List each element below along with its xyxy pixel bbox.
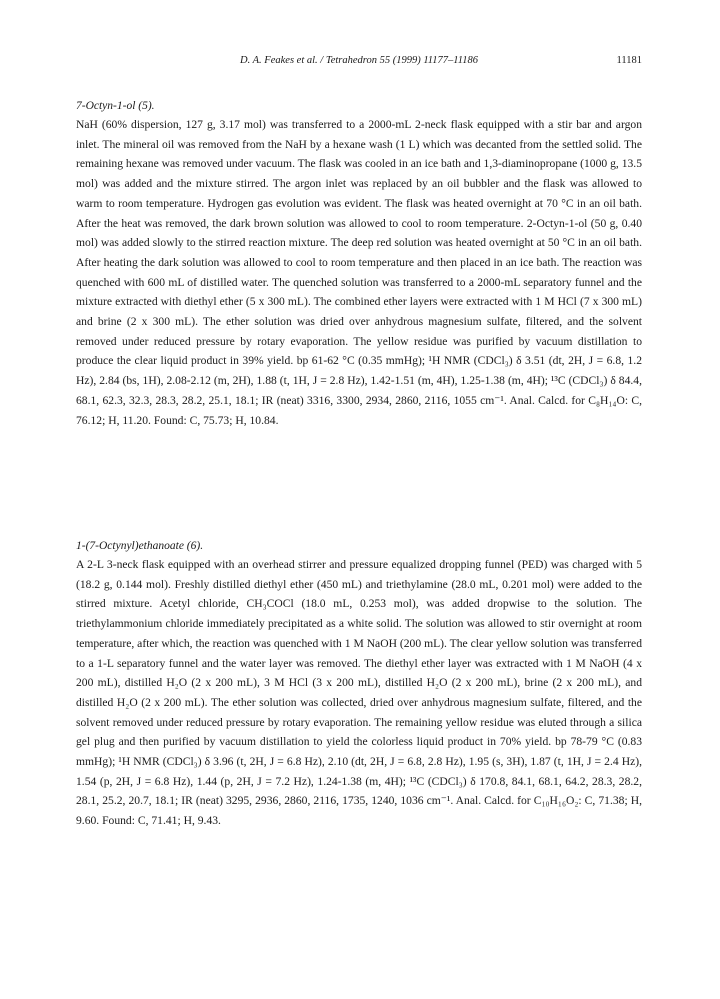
section-paragraph: NaH (60% dispersion, 127 g, 3.17 mol) was transferred to a 2000-mL 2-neck flask equipped with a stir bar and argon inlet. The mineral oil was removed from the NaH by a hexane wash (1 L) which was decanted from the settled solid. The remaining hexane was removed under vacuum. The flask was cooled in an ice bath and 1,3-diaminopropane (1000 g, 13.5 mol) was added and the mixture stirred. The argon inlet was replaced by an oil bubbler and the flask was allowed to warm to room temperature. Hydrogen gas evolution was evident. The flask was heated overnight at 70 °C in an oil bath. After the heat was removed, the dark brown solution was allowed to cool to room temperature. 2-Octyn-1-ol (50 g, 0.40 mol) was added slowly to the stirred reaction mixture. The deep red solution was heated overnight at 50 °C in an oil bath. After heating the dark solution was allowed to cool to room temperature and then placed in an ice bath. The reaction was quenched with 600 mL of distilled water. The quenched solution was transferred to a 2000-mL separatory funnel and the mixture extracted with diethyl ether (5 x 300 mL). The combined ether layers were extracted with 1 M HCl (7 x 300 mL) and brine (2 x 300 mL). The ether solution was dried over anhydrous magnesium sulfate, filtered, and the solvent removed under reduced pressure by rotary evaporation. The yellow residue was purified by vacuum distillation to produce the clear liquid product in 39% yield. bp 61-62 °C (0.35 mmHg); ¹H NMR (CDCl₃) δ 3.51 (dt, 2H, J = 6.8, 1.2 Hz), 2.84 (bs, 1H), 2.08-2.12 (m, 2H), 1.88 (t, 1H, J = 2.8 Hz), 1.42-1.51 (m, 4H), 1.25-1.38 (m, 4H); ¹³C (CDCl₃) δ 84.4, 68.1, 62.3, 32.3, 28.3, 28.2, 25.1, 18.1; IR (neat) 3316, 3300, 2934, 2860, 2116, 1055 cm⁻¹. Anal. Calcd. for C₈H₁₄O: C, 76.12; H, 11.20. Found: C, 75.73; H, 10.84. xyxy=(76,118,642,427)
running-head: D. A. Feakes et al. / Tetrahedron 55 (1999) 11177–11186 xyxy=(240,55,478,66)
section-7-octyn-1-ol xyxy=(76,99,642,430)
section-paragraph: A 2-L 3-neck flask equipped with an overhead stirrer and pressure equalized dropping funnel (PED) was charged with 5 (18.2 g, 0.144 mol). Freshly distilled diethyl ether (450 mL) and triethylamine (28.0 mL, 0.201 mol) were added to the stirred mixture. Acetyl chloride, CH₃COCl (18.0 mL, 0.253 mol), was added dropwise to the solution. The triethylammonium chloride immediately precipitated as a white solid. The solution was allowed to stir overnight at room temperature, after which, the reaction was quenched with 1 M NaOH (200 mL). The clear yellow solution was transferred to a 1-L separatory funnel and the water layer was removed. The diethyl ether layer was extracted with 1 M NaOH (4 x 200 mL), distilled H₂O (2 x 200 mL), 3 M HCl (3 x 200 mL), distilled H₂O (2 x 200 mL), brine (2 x 200 mL), and distilled H₂O (2 x 200 mL). The ether solution was collected, dried over anhydrous magnesium sulfate, filtered, and the solvent removed under reduced pressure by rotary evaporation. The remaining yellow residue was eluted through a silica gel plug and then purified by vacuum distillation to yield the colorless liquid product in 70% yield. bp 78-79 °C (0.83 mmHg); ¹H NMR (CDCl₃) δ 3.96 (t, 2H, J = 6.8 Hz), 2.10 (dt, 2H, J = 6.8, 2.8 Hz), 1.95 (s, 3H), 1.87 (t, 1H, J = 2.4 Hz), 1.54 (p, 2H, J = 6.8 Hz), 1.44 (p, 2H, J = 7.2 Hz), 1.24-1.38 (m, 4H); ¹³C (CDCl₃) δ 170.8, 84.1, 68.1, 64.2, 28.3, 28.2, 28.1, 25.2, 20.7, 18.1; IR (neat) 3295, 2936, 2860, 2116, 1735, 1240, 1036 cm⁻¹. Anal. Calcd. for C₁₀H₁₆O₂: C, 71.38; H, 9.60. Found: C, 71.41; H, 9.43. xyxy=(76,558,642,828)
section-title: 7-Octyn-1-ol (5). xyxy=(76,100,155,112)
section-title: 1-(7-Octynyl)ethanoate (6). xyxy=(76,540,204,552)
page-number: 11181 xyxy=(616,55,642,66)
page-header xyxy=(76,54,642,70)
section-octynyl-ethanoate xyxy=(76,539,642,831)
